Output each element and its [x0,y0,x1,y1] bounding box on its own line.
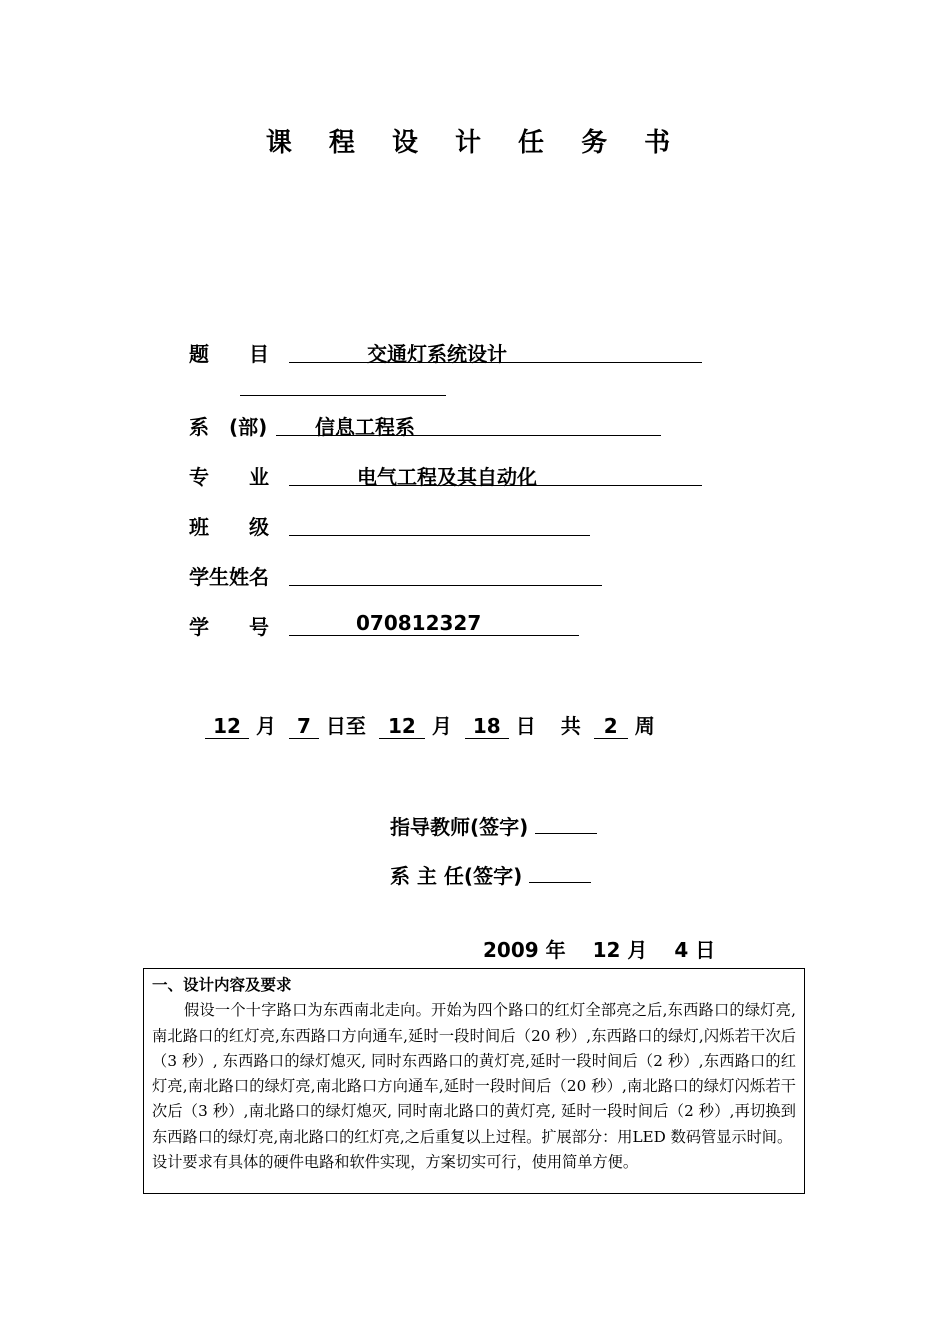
advisor-signature-label: 指导教师(签字) [390,815,529,839]
end-month: 12 [379,714,425,739]
requirements-box [143,968,805,1194]
topic-continuation-line [240,371,446,396]
major-value: 电气工程及其自动化 [357,465,537,489]
issue-year: 2009 年 [483,938,566,962]
student-id-value: 070812327 [356,611,482,635]
dept-field [276,411,661,439]
issue-date [483,934,715,963]
class-label: 班 级 [189,515,269,539]
dept-value: 信息工程系 [315,415,415,439]
advisor-signature [390,811,597,840]
requirements-note: 设计要求有具体的硬件电路和软件实现，方案切实可行，使用简单方便。 [152,1153,638,1172]
requirements-heading: 一、设计内容及要求 [152,976,292,994]
advisor-signature-line [535,813,597,834]
dept-label: 系 (部) [189,415,268,439]
start-day: 7 [289,714,319,739]
end-day-unit: 日 [515,714,536,738]
student-name-label: 学生姓名 [189,565,269,589]
end-day: 18 [465,714,509,739]
start-month: 12 [205,714,249,739]
director-signature-line [529,862,591,883]
major-field [289,461,702,489]
weeks-count: 2 [594,714,628,739]
student-id-label: 学 号 [189,615,269,639]
major-label: 专 业 [189,465,269,489]
end-month-unit: 月 [431,714,452,738]
start-month-unit: 月 [255,714,276,738]
topic-value: 交通灯系统设计 [367,342,507,366]
total-label: 共 [560,714,581,738]
director-signature-label: 系 主 任(签字) [390,864,523,888]
director-signature [390,860,591,889]
student-name-field [289,561,602,586]
document-title: 课 程 设 计 任 务 书 [265,128,685,158]
requirements-paragraph: 假设一个十字路口为东西南北走向。开始为四个路口的红灯全部亮之后,东西路口的绿灯亮,南北路口的红灯亮,东西路口方向通车,延时一段时间后（20 秒）,东西路口的绿灯,闪烁若干次后（3 秒）, 东西路口的绿灯熄灭, 同时东西路口的黄灯亮,延时一段时间后（2 秒）,东西路口的红灯亮,南北路口的绿灯亮,南北路口方向通车,延时一段时间后（20 秒）,南北路口的绿灯闪烁若干次后（3 秒）,南北路口的绿灯熄灭, 同时南北路口的黄灯亮, 延时一段时间后（2 秒）,再切换到东西路口的绿灯亮,南北路口的红灯亮,之后重复以上过程。扩展部分：用LED 数码管显示时间。 [152,1001,796,1146]
topic-field [289,338,702,366]
period-row [205,710,655,739]
issue-month: 12 月 [592,938,648,962]
student-id-field [289,611,579,636]
weeks-unit: 周 [634,714,655,738]
start-day-unit: 日至 [325,714,366,738]
topic-label: 题 目 [189,342,269,366]
class-field [289,511,590,536]
issue-day: 4 日 [674,938,716,962]
